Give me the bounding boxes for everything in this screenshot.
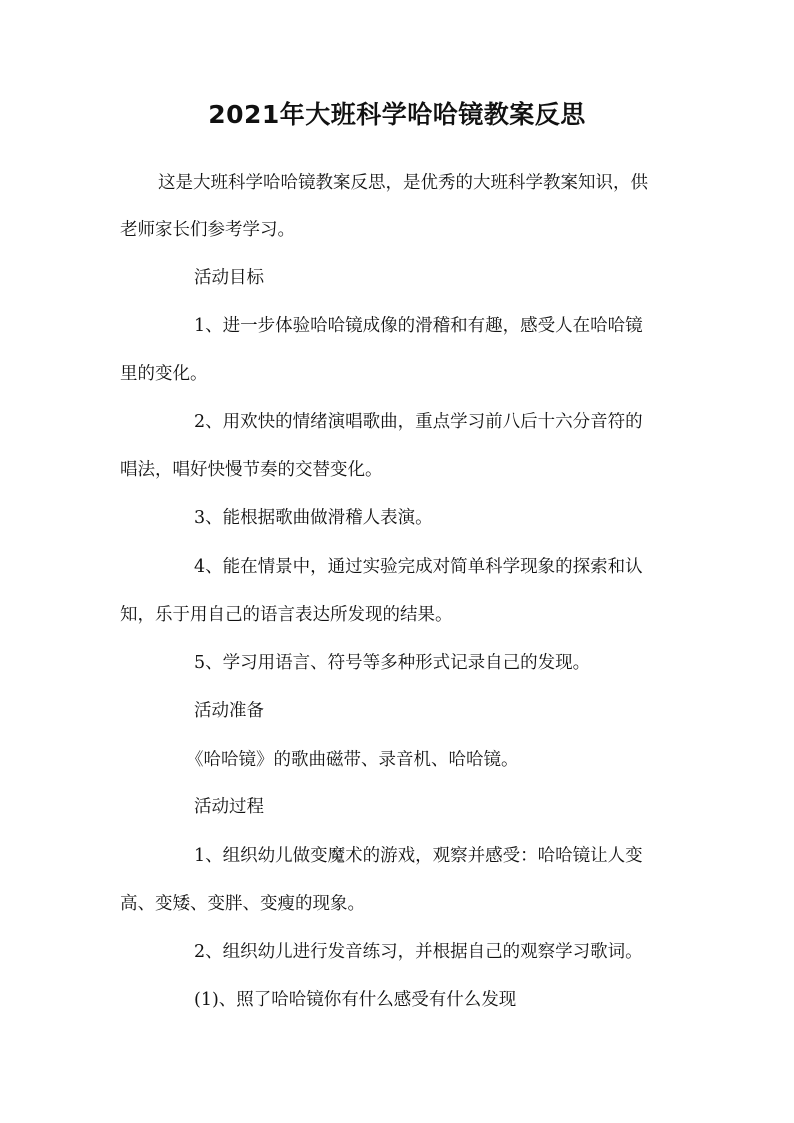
paragraph-line: 1、进一步体验哈哈镜成像的滑稽和有趣，感受人在哈哈镜 [194, 316, 643, 336]
paragraph-line: (1)、照了哈哈镜你有什么感受有什么发现 [194, 990, 517, 1010]
paragraph-line: 1、组织幼儿做变魔术的游戏，观察并感受：哈哈镜让人变 [194, 846, 643, 866]
paragraph-line: 里的变化。 [120, 364, 208, 384]
paragraph-line: 4、能在情景中，通过实验完成对简单科学现象的探索和认 [194, 557, 643, 577]
section-heading: 活动目标 [194, 268, 264, 288]
paragraph-line: 高、变矮、变胖、变瘦的现象。 [120, 894, 365, 914]
paragraph-line: 这是大班科学哈哈镜教案反思，是优秀的大班科学教案知识，供 [158, 173, 648, 193]
section-heading: 活动准备 [194, 701, 264, 721]
paragraph-line: 老师家长们参考学习。 [120, 220, 295, 240]
section-heading: 活动过程 [194, 797, 264, 817]
paragraph-line: 5、学习用语言、符号等多种形式记录自己的发现。 [194, 653, 591, 673]
paragraph-line: 《哈哈镜》的歌曲磁带、录音机、哈哈镜。 [186, 750, 519, 770]
paragraph-line: 2、用欢快的情绪演唱歌曲，重点学习前八后十六分音符的 [194, 412, 643, 432]
paragraph-line: 2、组织幼儿进行发音练习，并根据自己的观察学习歌词。 [194, 942, 643, 962]
paragraph-line: 知，乐于用自己的语言表达所发现的结果。 [120, 605, 453, 625]
paragraph-line: 3、能根据歌曲做滑稽人表演。 [194, 508, 433, 528]
document-title: 2021年大班科学哈哈镜教案反思 [208, 100, 586, 129]
paragraph-line: 唱法，唱好快慢节奏的交替变化。 [120, 460, 383, 480]
